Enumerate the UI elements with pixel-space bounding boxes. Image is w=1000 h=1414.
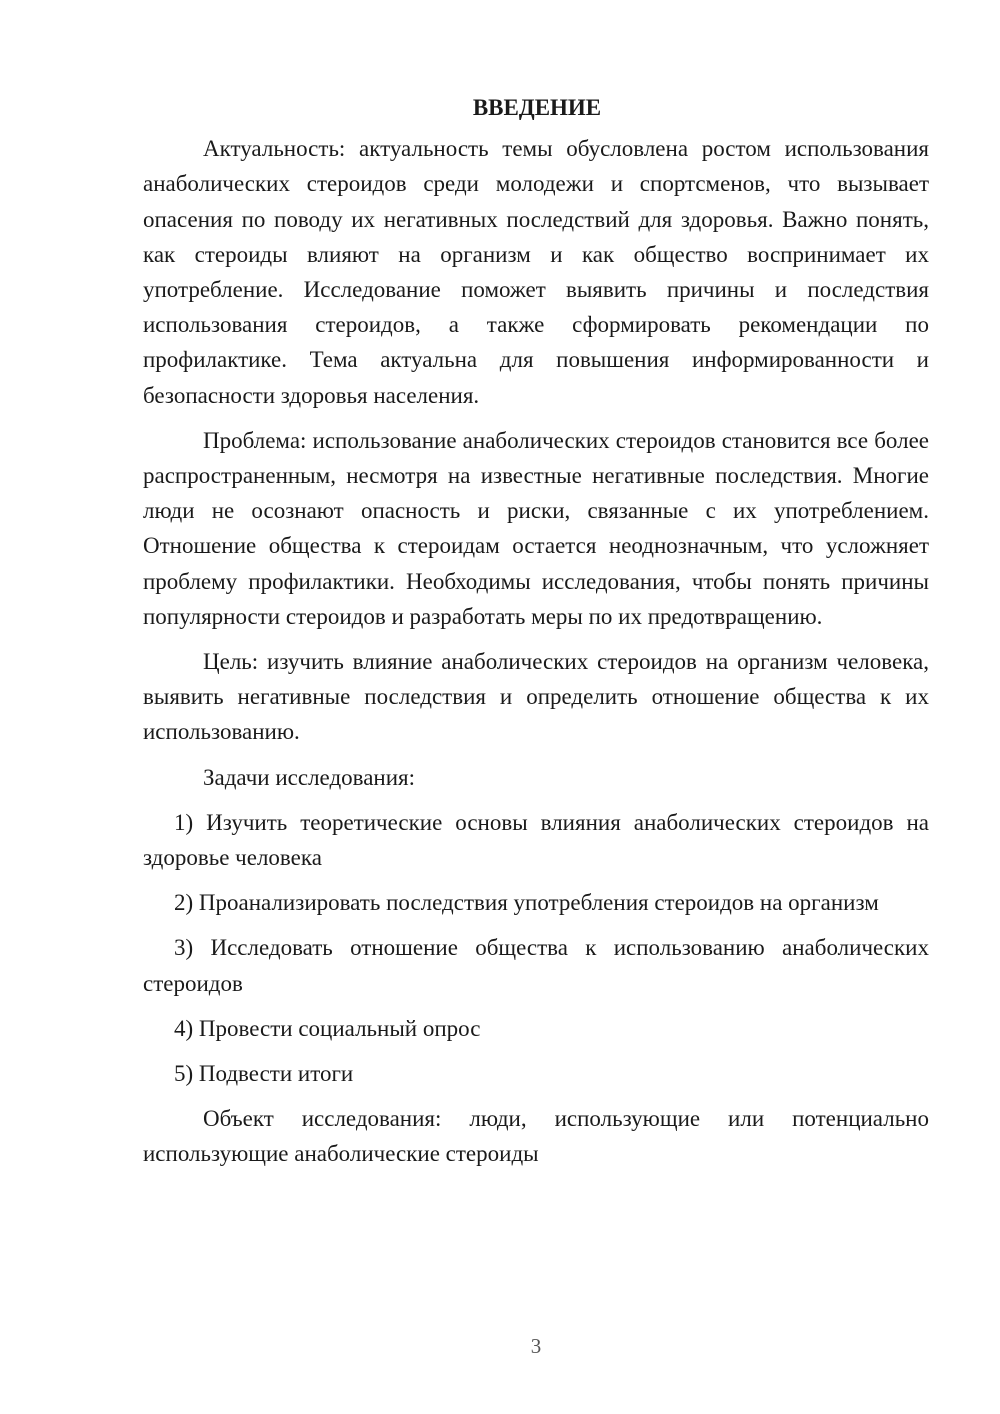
task-item: 1) Изучить теоретические основы влияния анаболических стероидов на здоровье человека xyxy=(143,809,929,871)
problem-paragraph: Проблема: использование анаболических стероидов становится все более распространенным, несмотря на известные негативные последствия. Многие люди не осознают опасность и риски, связанные с их употреблением. Отношение общества к стероидам остается неоднозначным, что усложняет проблему профилактики. Необходимы исследования, чтобы понять причины популярности стероидов и разработать меры по их предотвращению. xyxy=(143,427,929,629)
section-title: ВВЕДЕНИЕ xyxy=(472,95,602,120)
task-item: 2) Проанализировать последствия употребления стероидов на организм xyxy=(174,890,879,916)
task-item: 4) Провести социальный опрос xyxy=(174,1015,481,1041)
goal-paragraph: Цель: изучить влияние анаболических стероидов на организм человека, выявить негативные последствия и определить отношение общества к их использованию. xyxy=(143,649,929,745)
tasks-heading: Задачи исследования: xyxy=(203,764,416,790)
page-number: 3 xyxy=(530,1334,542,1358)
relevance-paragraph: Актуальность: актуальность темы обусловлена ростом использования анаболических стероидов среди молодежи и спортсменов, что вызывает опасения по поводу их негативных последствий для здоровья. Важно понять, как стероиды влияют на организм и как общество воспринимает их употребление. Исследование поможет выявить причины и последствия использования стероидов, а также сформировать рекомендации по профилактике. Тема актуальна для повышения информированности и безопасности здоровья населения. xyxy=(143,136,929,408)
task-item: 5) Подвести итоги xyxy=(174,1061,354,1087)
document-page xyxy=(143,90,929,1182)
object-paragraph: Объект исследования: люди, использующие или потенциально использующие анаболические стероиды xyxy=(143,1106,929,1167)
task-item: 3) Исследовать отношение общества к использованию анаболических стероидов xyxy=(143,935,929,996)
